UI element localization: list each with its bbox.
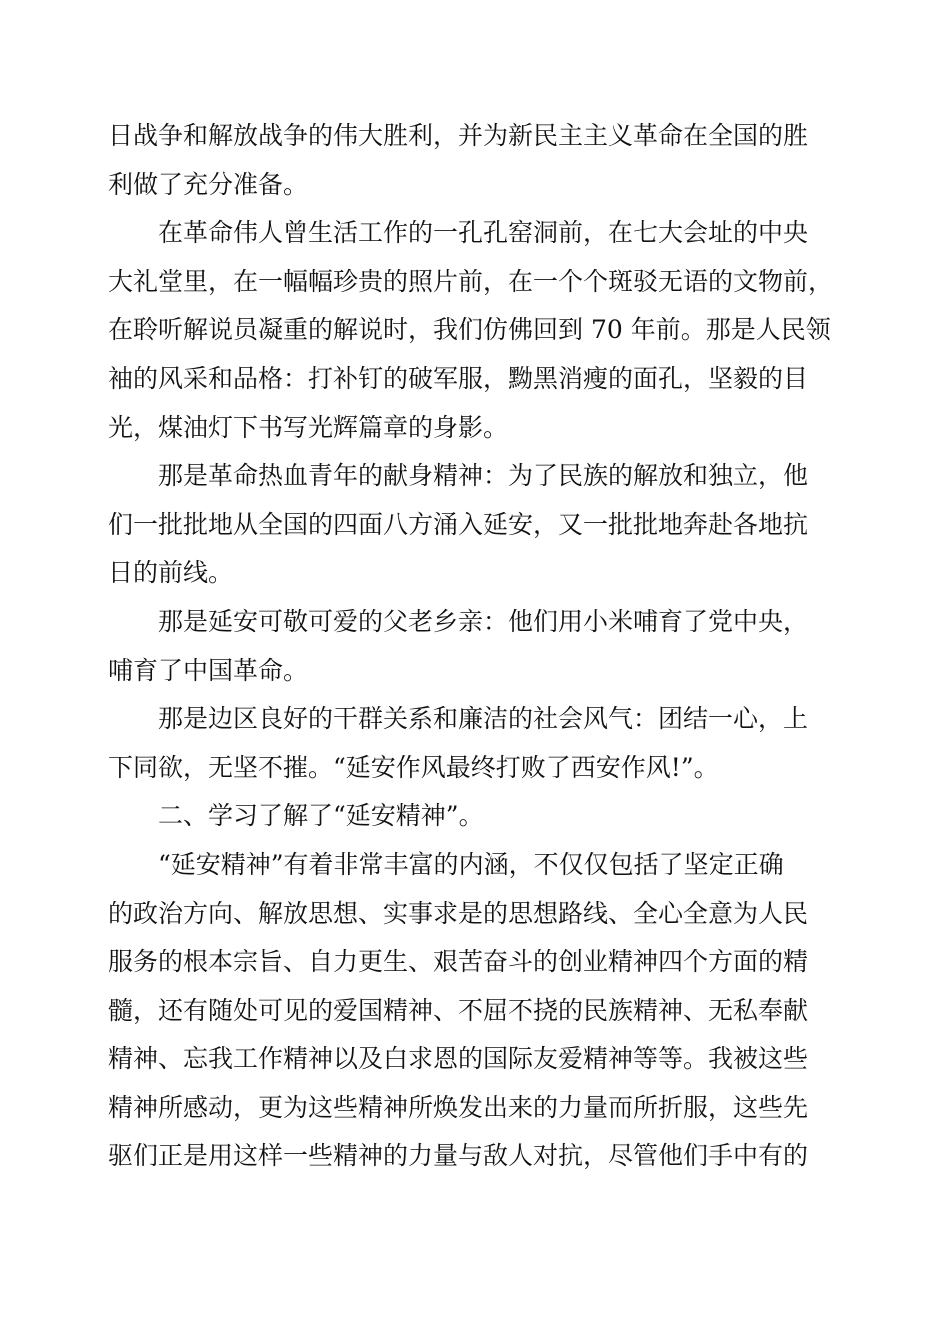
text-line: 精神所感动，更为这些精神所焕发出来的力量而所折服，这些先 [108,1092,809,1122]
text-line: 服务的根本宗旨、自力更生、艰苦奋斗的创业精神四个方面的精 [108,947,809,977]
text-line: 髓，还有随处可见的爱国精神、不屈不挠的民族精神、无私奉献 [108,995,809,1025]
body-text [108,112,868,1181]
text-line: 驱们正是用这样一些精神的力量与敌人对抗，尽管他们手中有的 [108,1141,809,1171]
text-line: 那是延安可敬可爱的父老乡亲：他们用小米哺育了党中央， [158,606,809,636]
text-line: 那是革命热血青年的献身精神：为了民族的解放和独立，他 [158,461,809,491]
text-line: 在聆听解说员凝重的解说时，我们仿佛回到 70 年前。那是人民领 [108,315,831,345]
text-line: 下同欲，无坚不摧。“延安作风最终打败了西安作风!”。 [108,752,719,782]
text-line: 日的前线。 [108,558,234,588]
text-line: 们一批批地从全国的四面八方涌入延安，又一批批地奔赴各地抗 [108,509,809,539]
text-line: 在革命伟人曾生活工作的一孔孔窑洞前，在七大会址的中央 [158,218,809,248]
text-line: 利做了充分准备。 [108,169,309,199]
text-line: 哺育了中国革命。 [108,655,309,685]
text-line: 二、学习了解了“延安精神”。 [158,801,484,831]
text-line: 日战争和解放战争的伟大胜利，并为新民主主义革命在全国的胜 [108,121,809,150]
text-line: 大礼堂里，在一幅幅珍贵的照片前，在一个个斑驳无语的文物前， [108,266,834,296]
text-line: 袖的风采和品格：打补钉的破军服，黝黑消瘦的面孔，坚毅的目 [108,363,809,393]
text-line: 光，煤油灯下书写光辉篇章的身影。 [108,412,509,442]
text-line: “延安精神”有着非常丰富的内涵，不仅仅包括了坚定正确 [158,849,784,879]
text-line: 精神、忘我工作精神以及白求恩的国际友爱精神等等。我被这些 [108,1044,809,1074]
text-line: 那是边区良好的干群关系和廉洁的社会风气：团结一心，上 [158,704,809,734]
text-line: 的政治方向、解放思想、实事求是的思想路线、全心全意为人民 [108,898,809,928]
